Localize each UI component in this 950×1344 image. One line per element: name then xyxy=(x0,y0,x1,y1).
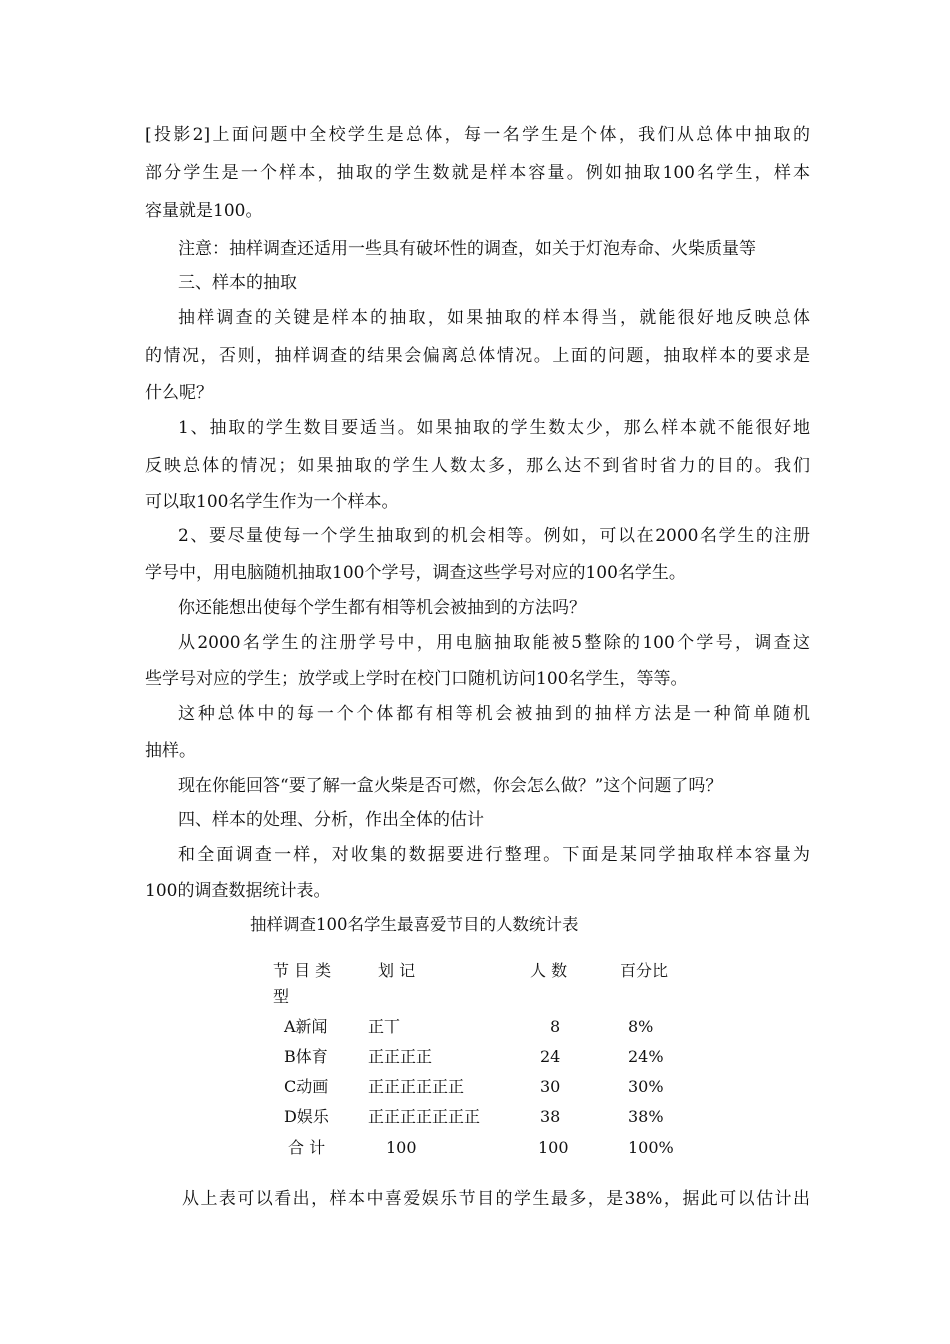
header-count: 人 数 xyxy=(530,961,568,980)
paragraph-line: 可以取100名学生作为一个样本。 xyxy=(145,492,399,512)
total-label: 合 计 xyxy=(288,1138,326,1157)
note-line: 注意：抽样调查还适用一些具有破坏性的调查，如关于灯泡寿命、火柴质量等 xyxy=(178,239,756,259)
paragraph-line: 的情况，否则，抽样调查的结果会偏离总体情况。上面的问题，抽取样本的要求是 xyxy=(145,346,810,366)
section-heading: 四、样本的处理、分析，作出全体的估计 xyxy=(178,810,484,830)
row-type: B体育 xyxy=(284,1047,328,1066)
row-type: A新闻 xyxy=(284,1017,328,1036)
paragraph-line: 1、抽取的学生数目要适当。如果抽取的学生数太少，那么样本就不能很好地 xyxy=(178,418,810,438)
paragraph-line: 你还能想出使每个学生都有相等机会被抽到的方法吗？ xyxy=(178,598,586,618)
paragraph-line: 2、要尽量使每一个学生抽取到的机会相等。例如，可以在2000名学生的注册 xyxy=(178,526,810,546)
closing-line: 从上表可以看出，样本中喜爱娱乐节目的学生最多，是38%，据此可以估计出 xyxy=(182,1189,810,1209)
row-percent: 38% xyxy=(628,1107,664,1126)
paragraph-line: 抽样调查的关键是样本的抽取，如果抽取的样本得当，就能很好地反映总体 xyxy=(178,308,810,328)
paragraph-line: 反映总体的情况；如果抽取的学生人数太多，那么达不到省时省力的目的。我们 xyxy=(145,456,810,476)
total-count: 100 xyxy=(538,1138,569,1157)
row-count: 8 xyxy=(550,1017,561,1036)
header-tally: 划 记 xyxy=(378,961,416,980)
total-tally: 100 xyxy=(386,1138,417,1157)
paragraph-line: [投影2]上面问题中全校学生是总体，每一名学生是个体，我们从总体中抽取的 xyxy=(145,125,810,145)
paragraph-line: 什么呢？ xyxy=(145,383,213,403)
row-count: 38 xyxy=(540,1107,561,1126)
row-tally: 正正正正正正正 xyxy=(368,1107,481,1126)
paragraph-line: 现在你能回答“要了解一盒火柴是否可燃，你会怎么做？”这个问题了吗？ xyxy=(178,776,723,796)
row-percent: 8% xyxy=(628,1017,654,1036)
header-type-wrap: 型 xyxy=(273,987,290,1006)
paragraph-line: 学号中，用电脑随机抽取100个学号，调查这些学号对应的100名学生。 xyxy=(145,563,686,583)
row-percent: 24% xyxy=(628,1047,664,1066)
header-type: 节 目 类 xyxy=(273,961,332,980)
row-count: 30 xyxy=(540,1077,561,1096)
row-count: 24 xyxy=(540,1047,561,1066)
row-tally: 正丅 xyxy=(368,1017,401,1036)
row-tally: 正正正正正正 xyxy=(368,1077,465,1096)
row-type: D娱乐 xyxy=(284,1107,329,1126)
paragraph-line: 部分学生是一个样本，抽取的学生数就是样本容量。例如抽取100名学生，样本 xyxy=(145,163,810,183)
row-tally: 正正正正 xyxy=(368,1047,433,1066)
paragraph-line: 这种总体中的每一个个体都有相等机会被抽到的抽样方法是一种简单随机 xyxy=(178,704,810,724)
total-percent: 100% xyxy=(628,1138,674,1157)
paragraph-line: 从2000名学生的注册学号中，用电脑抽取能被5整除的100个学号，调查这 xyxy=(178,633,810,653)
table-caption: 抽样调查100名学生最喜爱节目的人数统计表 xyxy=(250,915,579,934)
paragraph-line: 抽样。 xyxy=(145,741,196,761)
row-type: C动画 xyxy=(284,1077,329,1096)
row-percent: 30% xyxy=(628,1077,664,1096)
section-heading: 三、样本的抽取 xyxy=(178,273,297,293)
paragraph-line: 和全面调查一样，对收集的数据要进行整理。下面是某同学抽取样本容量为 xyxy=(178,845,810,865)
paragraph-line: 容量就是100。 xyxy=(145,201,263,221)
header-percent: 百分比 xyxy=(620,961,669,980)
paragraph-line: 100的调查数据统计表。 xyxy=(145,881,331,901)
paragraph-line: 些学号对应的学生；放学或上学时在校门口随机访问100名学生，等等。 xyxy=(145,669,688,689)
